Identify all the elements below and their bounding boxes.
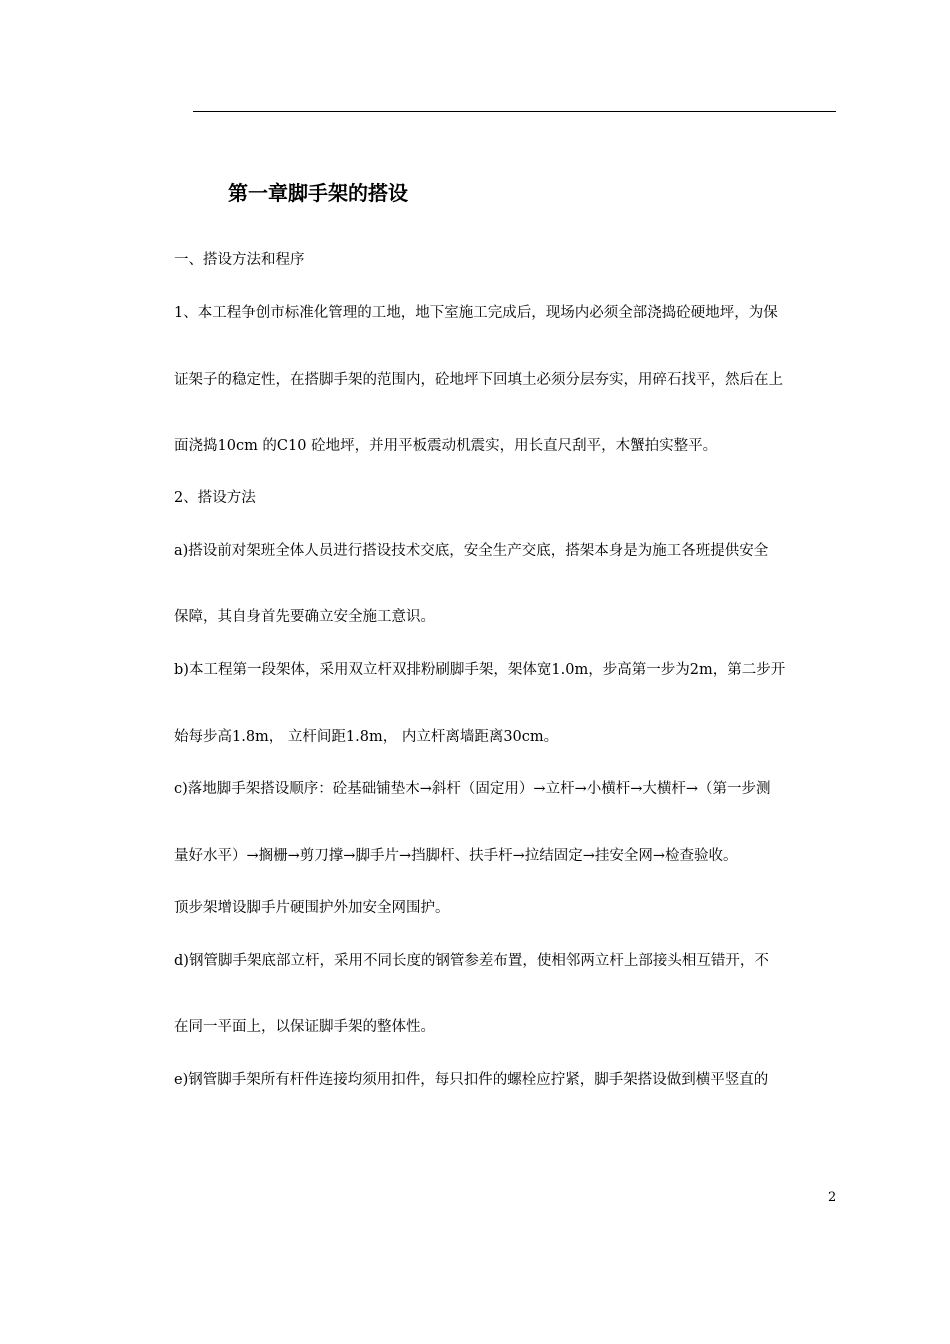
section-heading: 一、搭设方法和程序: [174, 252, 305, 268]
paragraph-line: b)本工程第一段架体，采用双立杆双排粉刷脚手架，架体宽1.0m，步高第一步为2m，第二步开: [174, 662, 786, 678]
paragraph-line: 顶步架增设脚手片硬围护外加安全网围护。: [174, 900, 450, 916]
page-number: 2: [828, 1190, 837, 1205]
paragraph-line: a)搭设前对架班全体人员进行搭设技术交底，安全生产交底，搭架本身是为施工各班提供安全: [174, 543, 769, 559]
paragraph-line: 面浇捣10cm 的C10 砼地坪，并用平板震动机震实，用长直尺刮平，木蟹拍实整平。: [174, 438, 718, 454]
paragraph-line: 证架子的稳定性，在搭脚手架的范围内，砼地坪下回填土必须分层夯实，用碎石找平，然后在上: [174, 372, 783, 388]
header-rule: [193, 111, 836, 112]
paragraph-line: e)钢管脚手架所有杆件连接均须用扣件，每只扣件的螺栓应拧紧，脚手架搭设做到横平竖直的: [174, 1072, 769, 1088]
paragraph-line: d)钢管脚手架底部立杆，采用不同长度的钢管参差布置，使相邻两立杆上部接头相互错开，不: [174, 953, 769, 969]
paragraph-line: 保障，其自身首先要确立安全施工意识。: [174, 609, 435, 625]
subsection-heading: 2、搭设方法: [174, 490, 256, 506]
paragraph-line: 在同一平面上，以保证脚手架的整体性。: [174, 1019, 435, 1035]
paragraph-line: 量好水平）→搁栅→剪刀撑→脚手片→挡脚杆、扶手杆→拉结固定→挂安全网→检查验收。: [174, 848, 738, 864]
paragraph-line: c)落地脚手架搭设顺序：砼基础铺垫木→斜杆（固定用）→立杆→小横杆→大横杆→（第一步测: [174, 781, 771, 797]
paragraph-line: 始每步高1.8m， 立杆间距1.8m， 内立杆离墙距离30cm。: [174, 729, 559, 745]
chapter-title: 第一章脚手架的搭设: [228, 181, 408, 205]
paragraph-line: 1、本工程争创市标准化管理的工地，地下室施工完成后，现场内必须全部浇捣砼硬地坪，为保: [174, 305, 778, 321]
